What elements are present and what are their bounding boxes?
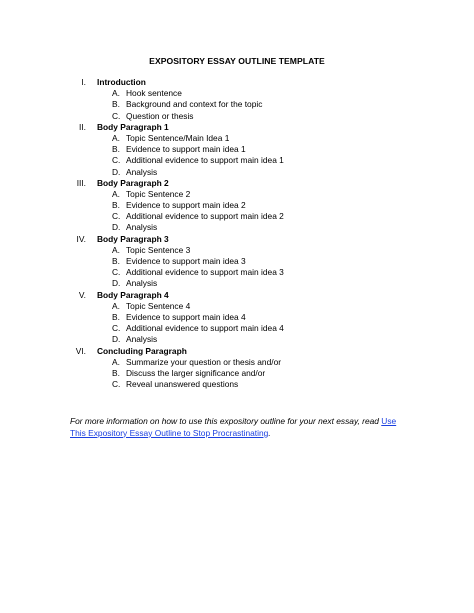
item-letter: C. [112,110,121,121]
outline-section [0,122,474,178]
outline-section [0,178,474,234]
item-text: Background and context for the topic [126,99,263,110]
outline-item [0,301,474,312]
section-header [0,346,474,357]
item-letter: C. [112,155,121,166]
section-header [0,234,474,245]
outline-item [0,323,474,334]
outline-item [0,155,474,166]
section-header [0,290,474,301]
footer-period: . [268,427,271,438]
outline-section [0,290,474,346]
item-letter: D. [112,222,121,233]
item-text: Question or thesis [126,110,194,121]
item-letter: A. [112,88,120,99]
section-heading: Body Paragraph 3 [97,233,169,244]
item-text: Evidence to support main idea 3 [126,256,246,266]
item-text: Topic Sentence 2 [126,188,191,199]
section-numeral: VI. [75,345,86,356]
outline-item [0,133,474,144]
section-numeral: II. [79,121,86,132]
item-letter: D. [112,278,121,289]
item-letter: D. [112,334,121,345]
item-text: Evidence to support main idea 1 [126,144,246,155]
outline [0,77,474,390]
section-numeral: V. [78,289,86,300]
section-header [0,77,474,88]
outline-item [0,111,474,122]
outline-item [0,267,474,278]
item-text: Reveal unanswered questions [126,379,239,390]
item-text: Analysis [126,166,158,177]
outline-item [0,200,474,211]
section-header [0,122,474,133]
outline-item [0,167,474,178]
item-letter: C. [112,379,121,390]
section-heading: Body Paragraph 1 [97,121,169,132]
footer-link[interactable]: Use This Expository Essay Outline to Stop Procrastinating [70,416,397,438]
item-text: Summarize your question or thesis and/or [126,356,282,367]
outline-item [0,88,474,99]
item-letter: B. [112,367,120,378]
section-numeral: IV. [76,233,86,244]
item-letter: A. [112,356,120,367]
outline-section [0,346,474,391]
item-letter: B. [112,99,120,110]
section-heading: Body Paragraph 4 [97,289,169,300]
item-letter: A. [112,300,120,311]
outline-item [0,189,474,200]
item-text: Additional evidence to support main idea 3 [126,267,284,278]
outline-item [0,222,474,233]
outline-section [0,234,474,290]
item-letter: B. [112,200,120,211]
outline-item [0,245,474,256]
item-text: Evidence to support main idea 4 [126,311,246,322]
outline-item [0,312,474,323]
section-heading: Concluding Paragraph [97,345,187,356]
outline-item [0,256,474,267]
item-text: Analysis [126,222,158,233]
section-numeral: I. [81,77,86,87]
item-text: Additional evidence to support main idea 1 [126,155,284,166]
outline-item [0,357,474,368]
item-letter: A. [112,188,120,199]
item-text: Discuss the larger significance and/or [126,367,266,378]
section-header [0,178,474,189]
section-heading: Body Paragraph 2 [97,177,169,188]
item-letter: A. [112,132,120,143]
item-letter: B. [112,144,120,155]
item-text: Hook sentence [126,88,182,99]
item-text: Additional evidence to support main idea 4 [126,323,284,334]
outline-item [0,211,474,222]
item-letter: D. [112,166,121,177]
document-title: EXPOSITORY ESSAY OUTLINE TEMPLATE [149,56,325,66]
item-text: Additional evidence to support main idea 2 [126,211,284,222]
footer-text: For more information on how to use this expository outline for your next essay, read [70,416,382,426]
item-letter: C. [112,323,121,334]
item-letter: C. [112,211,121,222]
outline-item [0,379,474,390]
item-letter: B. [112,256,120,266]
section-heading: Introduction [97,77,146,87]
footer-note [70,416,410,439]
outline-item [0,99,474,110]
item-text: Topic Sentence 3 [126,244,191,255]
outline-item [0,368,474,379]
outline-section [0,77,474,122]
item-text: Analysis [126,278,158,289]
outline-item [0,144,474,155]
item-text: Evidence to support main idea 2 [126,200,246,211]
outline-item [0,278,474,289]
outline-item [0,334,474,345]
item-text: Topic Sentence/Main Idea 1 [126,132,230,143]
item-text: Analysis [126,334,158,345]
section-numeral: III. [76,177,86,188]
item-letter: C. [112,267,121,278]
item-text: Topic Sentence 4 [126,300,191,311]
item-letter: B. [112,311,120,322]
item-letter: A. [112,244,120,255]
